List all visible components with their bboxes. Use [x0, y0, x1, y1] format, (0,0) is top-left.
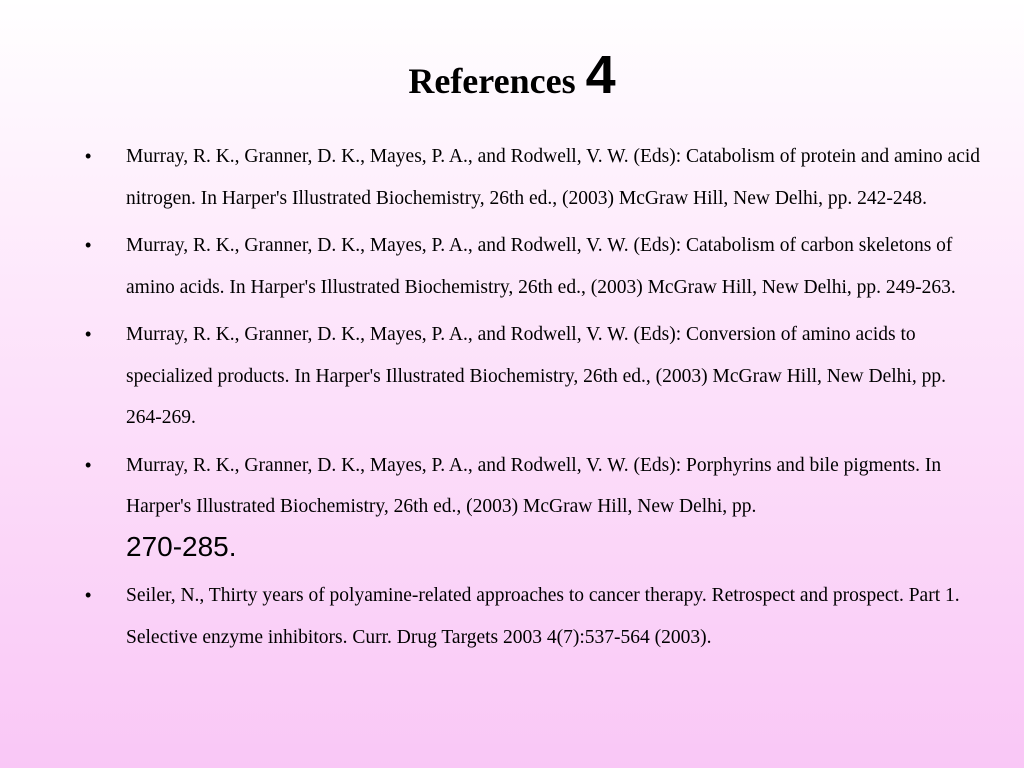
reference-item [85, 136, 985, 219]
reference-item [85, 314, 985, 439]
reference-text: Seiler, N., Thirty years of polyamine-related approaches to cancer therapy. Retrospect and prospect. Part 1. Selective enzyme inhibitors. Curr. Drug Targets 2003 4(7):537-564 (2003). [126, 585, 960, 648]
reference-text: Murray, R. K., Granner, D. K., Mayes, P. A., and Rodwell, V. W. (Eds): Porphyrins and bile pigments. In Harper's Illustrated Biochemistry, 26th ed., (2003) McGraw Hill, New Delhi, pp. [126, 454, 942, 517]
bullet: • [85, 235, 92, 255]
bullet: • [85, 324, 92, 344]
bullet: • [85, 585, 92, 605]
references-list [85, 136, 985, 664]
bullet: • [85, 454, 92, 475]
title-text: References [408, 61, 576, 101]
reference-text: Murray, R. K., Granner, D. K., Mayes, P. A., and Rodwell, V. W. (Eds): Conversion of amino acids to specialized products. In Harper's Illustrated Biochemistry, 26th ed., (2003) McGraw Hill, New Delhi, pp. 264-269. [126, 324, 946, 428]
reference-item [85, 225, 985, 308]
reference-pages: 270-285. [126, 530, 237, 562]
reference-item [85, 575, 985, 658]
bullet: • [85, 146, 92, 166]
title-number: 4 [585, 45, 616, 105]
reference-text: Murray, R. K., Granner, D. K., Mayes, P. A., and Rodwell, V. W. (Eds): Catabolism of carbon skeletons of amino acids. In Harper's Illustrated Biochemistry, 26th ed., (2003) McGraw Hill, New Delhi, pp. 249-263. [126, 235, 956, 298]
slide-title [0, 44, 1024, 106]
reference-text: Murray, R. K., Granner, D. K., Mayes, P. A., and Rodwell, V. W. (Eds): Catabolism of protein and amino acid nitrogen. In Harper's Illustrated Biochemistry, 26th ed., (2003) McGraw Hill, New Delhi, pp. 242-248. [126, 146, 981, 209]
reference-item [85, 445, 985, 572]
